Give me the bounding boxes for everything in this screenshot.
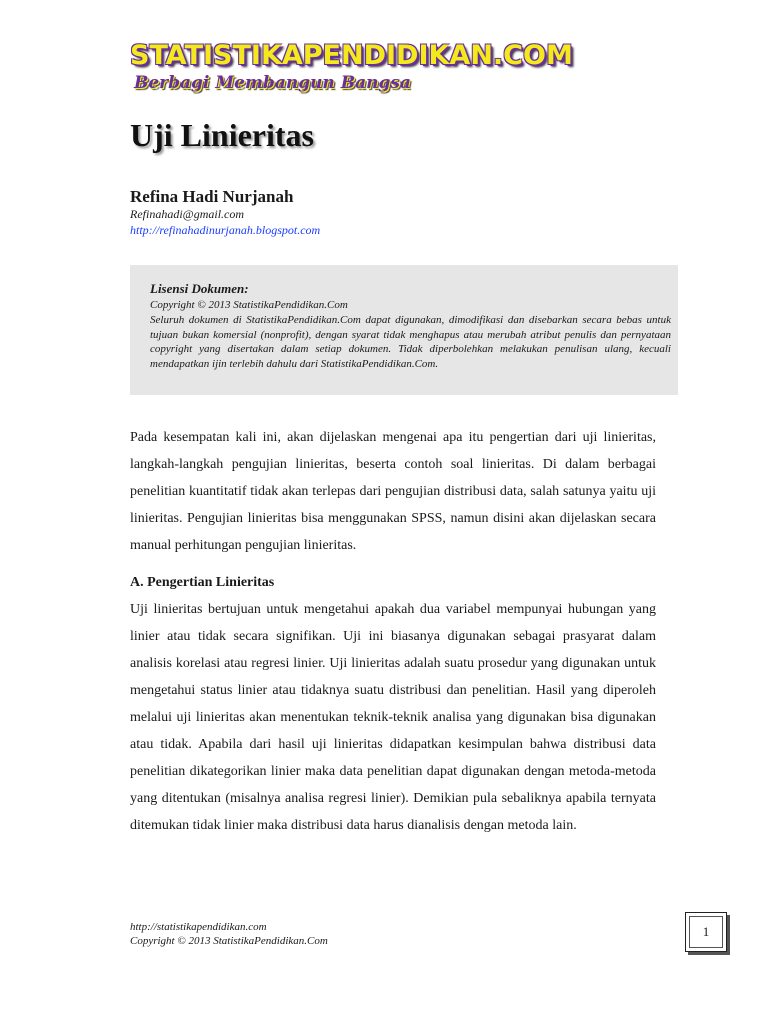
- section-a-paragraph: Uji linieritas bertujuan untuk mengetahui apakah dua variabel mempunyai hubungan yang linier atau tidak secara signifikan. Uji ini biasanya digunakan sebagai prasyarat dalam analisis korelasi atau regresi linier. Uji linieritas adalah suatu prosedur yang digunakan untuk mengetahui status linier atau tidaknya suatu distribusi dan penelitian. Hasil yang diperoleh melalui uji linieritas akan menentukan teknik-teknik analisa yang digunakan bisa digunakan atau tidak. Apabila dari hasil uji linieritas didapatkan kesimpulan bahwa distribusi data penelitian dikategorikan linier maka data penelitian dapat digunakan dengan metoda-metoda yang ditentukan (misalnya analisa regresi linier). Demikian pula sebaliknya apabila ternyata ditemukan tidak linier maka distribusi data harus dianalisis dengan metoda lain.: [130, 602, 656, 833]
- page-number-box: [685, 912, 727, 952]
- page-title: Uji Linieritas: [130, 117, 314, 153]
- author-name: Refina Hadi Nurjanah: [130, 187, 294, 206]
- author-blog-link[interactable]: http://refinahadinurjanah.blogspot.com: [130, 223, 321, 237]
- license-text: Seluruh dokumen di StatistikaPendidikan.Com dapat digunakan, dimodifikasi dan disebarkan secara bebas untuk tujuan bukan komersial (nonprofit), dengan syarat tidak menghapus atau merubah atribut penulis dan pernyataan copyright yang disertakan dalam setiap dokumen. Tidak diperbolehkan melakukan penulisan ulang, kecuali mendapatkan ijin terlebih dahulu dari StatistikaPendidikan.Com.: [150, 314, 671, 370]
- intro-paragraph: Pada kesempatan kali ini, akan dijelaskan mengenai apa itu pengertian dari uji linieritas, langkah-langkah pengujian linieritas, beserta contoh soal linieritas. Di dalam berbagai penelitian kuantitatif tidak akan terlepas dari pengujian distribusi data, salah satunya yaitu uji linieritas. Pengujian linieritas bisa menggunakan SPSS, namun disini akan dijelaskan secara manual perhitungan pengujian linieritas.: [130, 430, 656, 553]
- author-email[interactable]: Refinahadi@gmail.com: [130, 207, 245, 221]
- footer-copyright: Copyright © 2013 StatistikaPendidikan.Com: [130, 935, 328, 947]
- license-copyright: Copyright © 2013 StatistikaPendidikan.Com: [150, 299, 348, 311]
- license-title: Lisensi Dokumen:: [150, 281, 249, 296]
- site-logo: STATISTIKAPENDIDIKAN.COM: [130, 40, 573, 71]
- page-number: 1: [689, 916, 723, 948]
- license-box: [130, 265, 678, 395]
- section-a-heading: A. Pengertian Linieritas: [130, 575, 275, 590]
- footer-url[interactable]: http://statistikapendidikan.com: [130, 921, 267, 933]
- site-tagline: Berbagi Membangun Bangsa: [134, 73, 411, 93]
